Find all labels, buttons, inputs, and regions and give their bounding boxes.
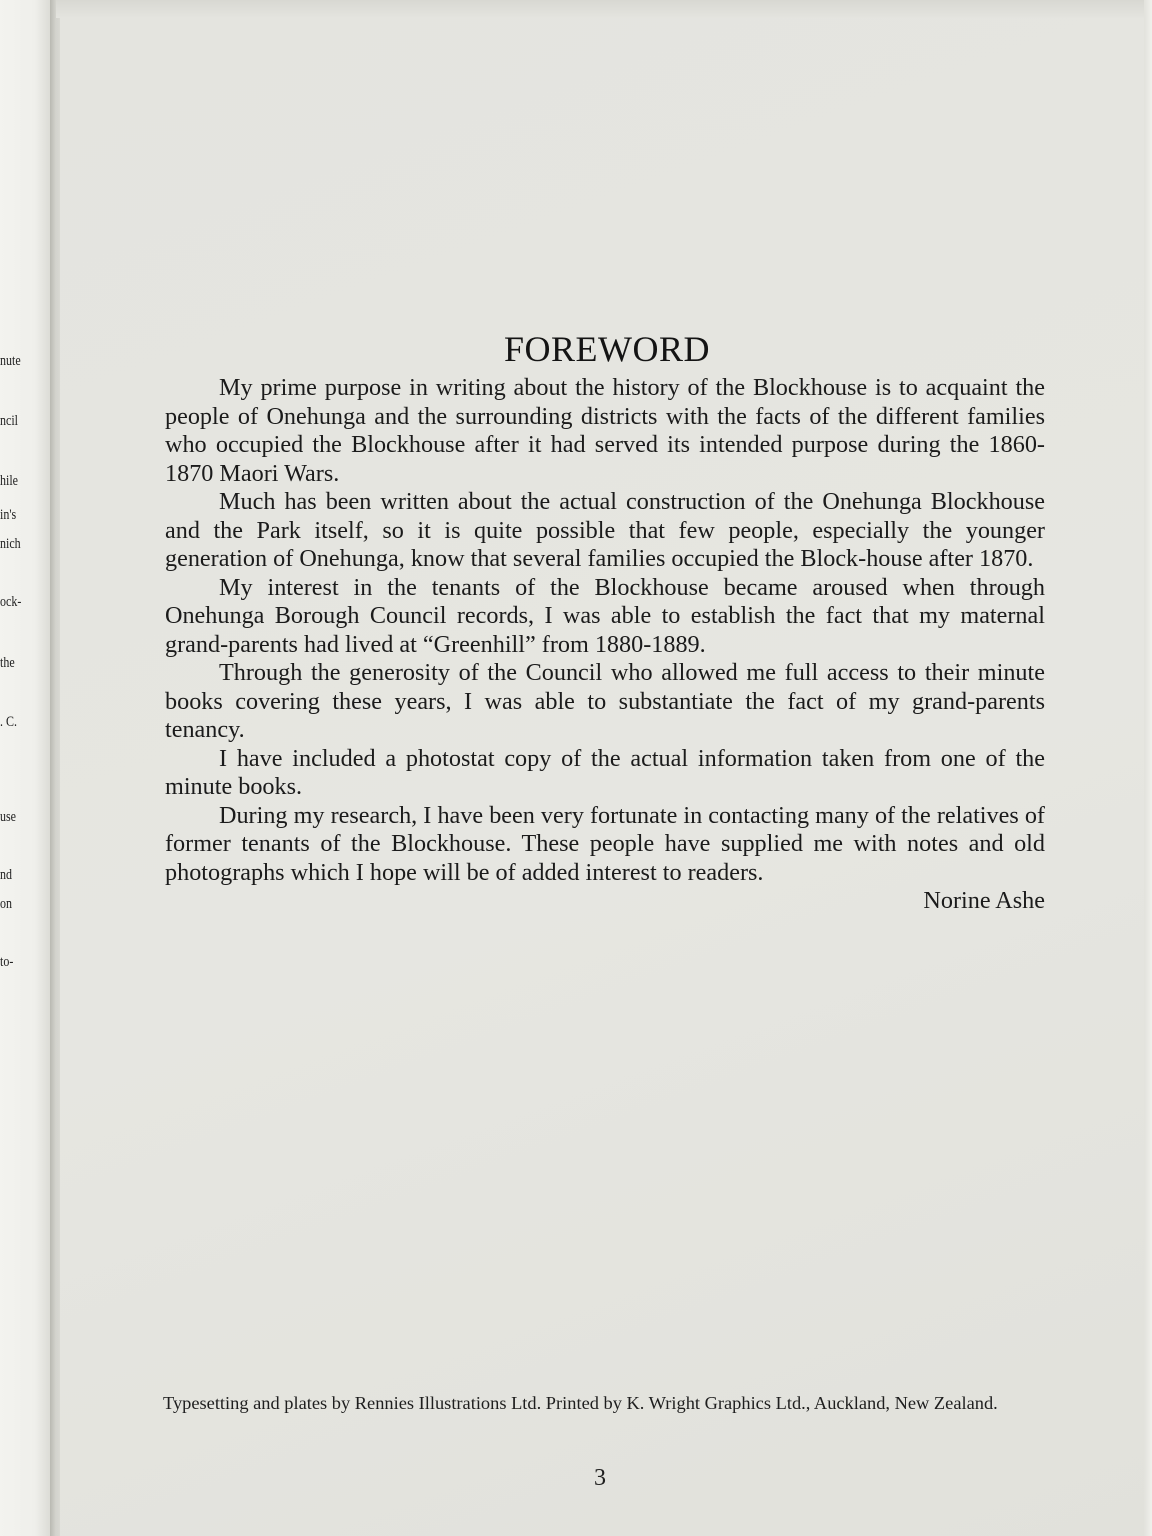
foreword-body: [165, 374, 1045, 916]
page-title: FOREWORD: [503, 329, 710, 369]
previous-page-fragment: use: [0, 809, 16, 825]
paragraph-interest: My interest in the tenants of the Blockhouse became aroused when through Onehunga Borough Council records, I was able to establish the fact that my maternal grand-parents had lived at “Greenhill” from 1880-1889.: [165, 573, 1045, 658]
page-right-edge: [1144, 0, 1152, 1536]
previous-page-fragment: in's: [0, 507, 17, 523]
page-number: 3: [594, 1465, 606, 1491]
previous-page-edge: [0, 0, 50, 1536]
author-signature: Norine Ashe: [923, 887, 1045, 914]
page-top-edge: [56, 0, 1152, 18]
previous-page-fragment: hile: [0, 473, 18, 489]
paragraph-council: Through the generosity of the Council who allowed me full access to their minute books covering these years, I was able to substantiate the fact of my grand-parents tenancy.: [165, 659, 1045, 743]
previous-page-fragment: on: [0, 896, 12, 912]
previous-page-fragment: nute: [0, 353, 21, 369]
paragraph-photostat: I have included a photostat copy of the actual information taken from one of the minute books.: [165, 744, 1045, 800]
previous-page-fragment: nd: [0, 867, 12, 883]
paragraph-purpose: My prime purpose in writing about the history of the Blockhouse is to acquaint the people of Onehunga and the surrounding districts with the facts of the different families who occupied the Blockhouse after it had served its intended purpose during the 1860-1870 Maori Wars.: [165, 374, 1045, 487]
previous-page-fragment: ncil: [0, 413, 18, 429]
previous-page-fragment: the: [0, 655, 15, 671]
previous-page-fragment: ock-: [0, 594, 22, 610]
printing-credits: Typesetting and plates by Rennies Illustrations Ltd. Printed by K. Wright Graphics Ltd., Auckland, New Zealand.: [163, 1393, 998, 1413]
previous-page-fragment: to-: [0, 954, 14, 970]
paragraph-construction: Much has been written about the actual construction of the Onehunga Blockhouse and the Park itself, so it is quite possible that few people, especially the younger generation of Onehunga, know that several families occupied the Block-house after 1870.: [165, 488, 1045, 572]
previous-page-fragment: nich: [0, 536, 21, 552]
paragraph-research: During my research, I have been very fortunate in contacting many of the relatives of former tenants of the Blockhouse. These people have supplied me with notes and old photographs which I hope will be of added interest to readers.: [165, 801, 1045, 886]
previous-page-fragment: . C.: [0, 714, 18, 730]
